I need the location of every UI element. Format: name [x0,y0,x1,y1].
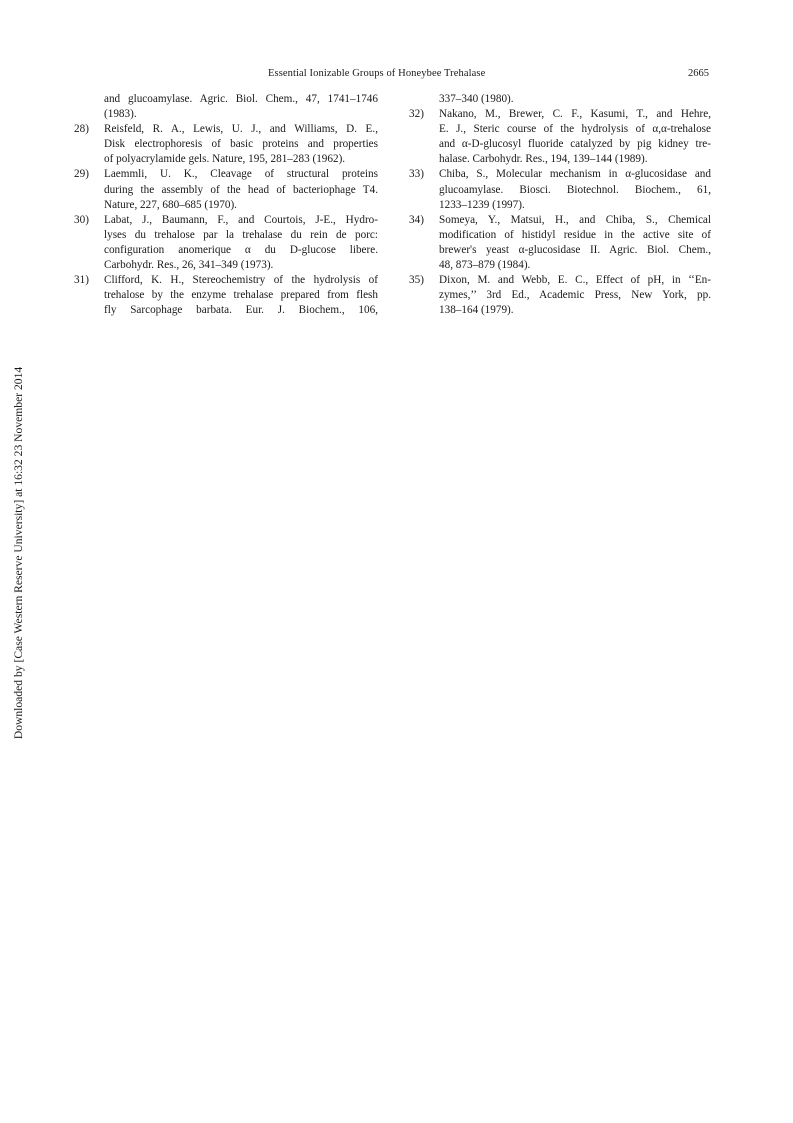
page-number: 2665 [688,68,709,79]
reference-35 [405,273,711,318]
running-title: Essential Ionizable Groups of Honeybee Trehalase [268,68,486,79]
ref-line: 48, 873–879 (1984). [439,259,531,272]
ref-number: 28) [74,123,89,136]
reference-29 [70,167,378,212]
ref-line: 337–340 (1980). [439,93,514,105]
ref-number: 30) [74,213,89,226]
ref-line: glucoamylase. Biosci. Biotechnol. Biochem., 61, [439,183,711,196]
ref-line: Clifford, K. H., Stereochemistry of the hydrolysis of [104,274,378,287]
ref-line: configuration anomerique α du D-glucose libere. [104,243,378,256]
ref-number: 35) [409,274,424,287]
reference-33 [405,167,711,212]
ref-number: 32) [409,108,424,121]
ref-continuation [405,92,711,107]
ref-line: of polyacrylamide gels. Nature, 195, 281–283 (1962). [104,153,346,166]
ref-line: Labat, J., Baumann, F., and Courtois, J-E., Hydro- [104,213,378,226]
reference-28 [70,122,378,167]
ref-line: fly Sarcophage barbata. Eur. J. Biochem., 106, [104,304,378,317]
ref-line: halase. Carbohydr. Res., 194, 139–144 (1989). [439,153,648,166]
ref-line: (1983). [104,108,137,121]
ref-line: Someya, Y., Matsui, H., and Chiba, S., Chemical [439,213,711,226]
ref-line: 1233–1239 (1997). [439,198,525,211]
ref-continuation [70,92,378,122]
ref-number: 33) [409,168,424,181]
ref-number: 31) [74,274,89,287]
ref-line: modification of histidyl residue in the active site of [439,228,711,241]
reference-30 [70,213,378,273]
ref-line: brewer's yeast α-glucosidase II. Agric. Biol. Chem., [439,243,711,256]
ref-line: Reisfeld, R. A., Lewis, U. J., and Williams, D. E., [104,123,378,136]
ref-line: during the assembly of the head of bacteriophage T4. [104,183,378,196]
reference-32 [405,107,711,167]
ref-number: 34) [409,213,424,226]
ref-line: and glucoamylase. Agric. Biol. Chem., 47, 1741–1746 [104,93,378,105]
ref-line: Dixon, M. and Webb, E. C., Effect of pH, in ‘‘En- [439,274,711,287]
ref-line: Carbohydr. Res., 26, 341–349 (1973). [104,259,274,272]
ref-line: Nature, 227, 680–685 (1970). [104,198,237,211]
ref-line: E. J., Steric course of the hydrolysis of α,α-trehalose [439,123,711,136]
left-column [70,92,378,318]
ref-line: lyses du trehalose par la trehalase du rein de porc: [104,228,378,241]
reference-34 [405,213,711,273]
ref-number: 29) [74,168,89,181]
ref-line: Laemmli, U. K., Cleavage of structural proteins [104,168,378,181]
reference-31 [70,273,378,318]
ref-line: Nakano, M., Brewer, C. F., Kasumi, T., and Hehre, [439,108,711,121]
ref-line: trehalose by the enzyme trehalase prepared from flesh [104,289,378,302]
ref-line: zymes,’’ 3rd Ed., Academic Press, New York, pp. [439,289,711,302]
download-watermark: Downloaded by [Case Western Reserve University] at 16:32 23 November 2014 [12,366,25,740]
right-column [405,92,711,318]
ref-line: and α-D-glucosyl fluoride catalyzed by pig kidney tre- [439,138,711,151]
ref-line: Disk electrophoresis of basic proteins and properties [104,138,378,151]
ref-line: 138–164 (1979). [439,304,514,317]
ref-line: Chiba, S., Molecular mechanism in α-glucosidase and [439,168,711,181]
